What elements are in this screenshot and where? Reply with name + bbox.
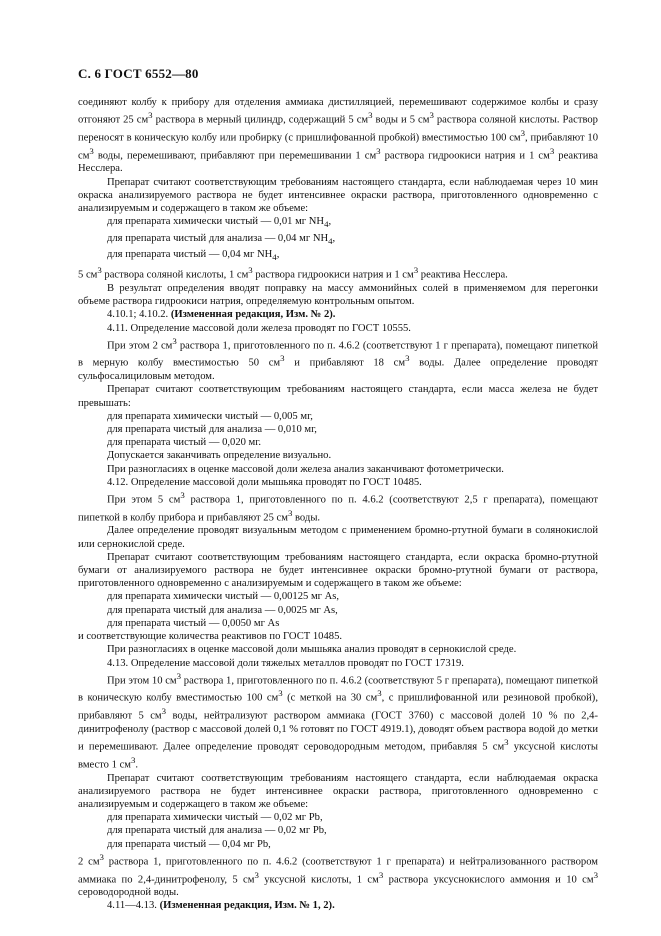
page-header: С. 6 ГОСТ 6552—80 <box>78 66 199 81</box>
document-body <box>78 96 598 913</box>
paragraph: для препарата химически чистый — 0,02 мг Pb, <box>107 812 323 824</box>
paragraph: 4.12. Определение массовой доли мышьяка проводят по ГОСТ 10485. <box>107 476 422 488</box>
paragraph: 4.13. Определение массовой доли тяжелых металлов проводят по ГОСТ 17319. <box>107 657 464 669</box>
paragraph: 2 $см^3$ раствора 1, приготовленного по п. 4.6.2 (соответствуют 1 г препарата) и нейтрализованного раствором аммиака по 2,4-динитрофенолу, 5 $см^3$ уксусной кислоты, 1 $см^3$ раствора уксуснокислого аммония и 10 $см^3$ сероводородной воды. <box>78 851 599 899</box>
paragraph: В результат определения вводят поправку на массу аммонийных солей в применяемом для перегонки объеме раствора гидроокиси натрия, определяемую контрольным опытом. <box>78 282 598 308</box>
paragraph: 4.11. Определение массовой доли железа проводят по ГОСТ 10555. <box>107 322 411 334</box>
paragraph: Препарат считают соответствующим требованиям настоящего стандарта, если масса железа не будет превышать: <box>78 384 598 409</box>
paragraph: При этом 10 $см^3$ раствора 1, приготовленного по п. 4.6.2 (соответствуют 5 г препарата), помещают пипеткой в коническую колбу вместимостью 100 $см^3$ (с меткой на 30 $см^3$, с пришлифованной или резиновой пробкой), прибавляют 5 $см^3$ воды, нейтрализуют раствором аммиака (ГОСТ 3760) с массовой долей 10 % по 2,4-динитрофенолу (раствор с массовой долей 0,1 % готовят по ГОСТ 4919.1), доводят объем раствора водой до метки и перемешивают. Далее определение проводят сероводородным методом, прибавляя 5 $см^3$ уксусной кислоты вместо 1 $см^3$. <box>78 670 598 771</box>
paragraph: Далее определение проводят визуальным методом с применением бромно-ртутной бумаги в солянокислой или сернокислой среде. <box>78 525 598 550</box>
paragraph: Допускается заканчивать определение визуально. <box>107 450 332 462</box>
paragraph: При этом 5 $см^3$ раствора 1, приготовленного по п. 4.6.2 (соответствуют 2,5 г препарата), помещают пипеткой в колбу прибора и прибавляют 25 $см^3$ воды. <box>78 490 598 524</box>
paragraph: Препарат считают соответствующим требованиям настоящего стандарта, если наблюдаемая через 10 мин окраска анализируемого раствора не будет интенсивнее окраски раствора, приготовленного одновременно с анализируемым и содержащего в таком же объеме: <box>78 176 598 215</box>
paragraph: для препарата чистый для анализа — 0,0025 мг As, <box>107 604 338 616</box>
paragraph: При разногласиях в оценке массовой доли железа анализ заканчивают фотометрически. <box>107 463 504 475</box>
paragraph: 5 $см^3$ раствора соляной кислоты, 1 $см^3$ раствора гидроокиси натрия и 1 $см^3$ реактива Несслера. <box>78 265 508 281</box>
paragraph: 4.11—4.13. (Измененная редакция, Изм. № 1, 2). <box>107 900 335 912</box>
paragraph: для препарата чистый — 0,04 мг $NH_4$, <box>107 248 280 262</box>
paragraph: для препарата чистый для анализа — 0,04 мг $NH_4$, <box>107 232 336 246</box>
paragraph: для препарата химически чистый — 0,01 мг $NH_4$, <box>107 216 332 230</box>
paragraph: для препарата химически чистый — 0,005 мг, <box>107 410 313 422</box>
paragraph: для препарата чистый — 0,020 мг. <box>107 437 262 449</box>
paragraph: для препарата химически чистый — 0,00125 мг As, <box>107 591 340 603</box>
paragraph: При разногласиях в оценке массовой доли мышьяка анализ проводят в сернокислой среде. <box>107 644 517 656</box>
paragraph: и соответствующие количества реактивов по ГОСТ 10485. <box>78 631 343 643</box>
paragraph: Препарат считают соответствующим требованиям настоящего стандарта, если наблюдаемая окраска анализируемого раствора не будет интенсивнее окраски раствора, приготовленного одновременно с анализируемым и содержащего в таком же объеме: <box>78 772 598 810</box>
paragraph: соединяют колбу к прибору для отделения аммиака дистилляцией, перемешивают содержимое колбы и сразу отгоняют 25 $см^3$ раствора в мерный цилиндр, содержащий 5 $см^3$ воды и 5 $см^3$ раствора соляной кислоты. Раствор переносят в коническую колбу или пробирку (с пришлифованной пробкой) вместимостью 100 $см^3$, прибавляют 10 $см^3$ воды, перемешивают, прибавляют при перемешивании 1 $см^3$ раствора гидроокиси натрия и 1 $см^3$ реактива Несслера. <box>78 97 599 175</box>
paragraph: для препарата чистый — 0,0050 мг As <box>107 617 280 629</box>
paragraph: 4.10.1; 4.10.2. (Измененная редакция, Изм. № 2). <box>107 309 336 321</box>
paragraph: для препарата чистый для анализа — 0,010 мг, <box>107 423 317 435</box>
paragraph: Препарат считают соответствующим требованиям настоящего стандарта, если окраска бромно-ртутной бумаги от анализируемого раствора не будет интенсивнее окраски бромно-ртутной бумаги от раствора, приготовленного одновременно с анализируемым и содержащего в таком же объеме: <box>78 551 598 590</box>
paragraph: При этом 2 $см^3$ раствора 1, приготовленного по п. 4.6.2 (соответствуют 1 г препарата), помещают пипеткой в мерную колбу вместимостью 50 $см^3$ и прибавляют 18 $см^3$ воды. Далее определение проводят сульфосалициловым методом. <box>78 335 599 383</box>
paragraph: для препарата чистый для анализа — 0,02 мг Pb, <box>107 825 327 837</box>
paragraph: для препарата чистый — 0,04 мг Pb, <box>107 838 271 850</box>
